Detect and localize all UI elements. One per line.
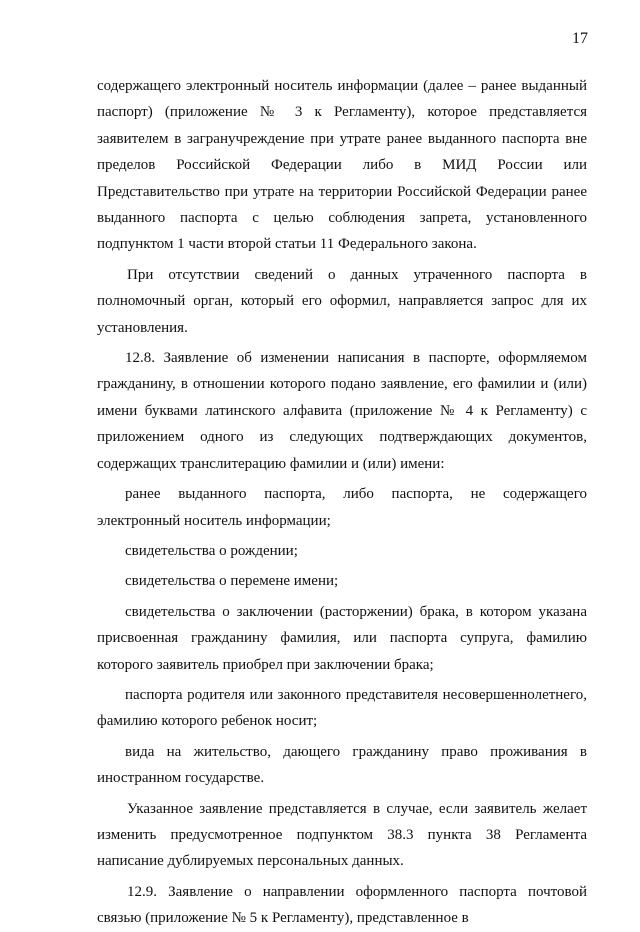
list-item-name-change-certificate: свидетельства о перемене имени; bbox=[125, 573, 339, 590]
list-item-birth-certificate: свидетельства о рождении; bbox=[125, 542, 298, 559]
page-number: 17 bbox=[572, 30, 588, 47]
paragraph-12-9: 12.9. Заявление о направлении оформленного паспорта почтовой связью (приложение № 5 к Регламенту), представленное в bbox=[97, 883, 587, 927]
list-item-residence-permit: вида на жительство, дающего гражданину право проживания в иностранном государстве. bbox=[97, 743, 587, 787]
list-item-previous-passport: ранее выданного паспорта, либо паспорта, не содержащего электронный носитель информации; bbox=[97, 486, 587, 529]
paragraph-application-condition: Указанное заявление представляется в случае, если заявитель желает изменить предусмотренное подпунктом 38.3 пункта 38 Регламента написание дублируемых персональных данных. bbox=[97, 800, 587, 870]
list-item-marriage-certificate: свидетельства о заключении (расторжении) брака, в котором указана присвоенная гражданину фамилия, или паспорта супруга, фамилию которого заявитель приобрел при заключении брака; bbox=[97, 603, 587, 673]
document-body bbox=[97, 73, 587, 932]
list-item-parent-passport: паспорта родителя или законного представителя несовершеннолетнего, фамилию которого ребенок носит; bbox=[97, 686, 587, 730]
paragraph-lost-passport-info: При отсутствии сведений о данных утраченного паспорта в полномочный орган, который его оформил, направляется запрос для их установления. bbox=[97, 266, 587, 336]
paragraph-continuation: содержащего электронный носитель информации (далее – ранее выданный паспорт) (приложение № 3 к Регламенту), которое представляется заявителем в загранучреждение при утрате ранее выданного паспорта вне пределов Российской Федерации либо в МИД России или Представительство при утрате на территории Российской Федерации ранее выданного паспорта с целью соблюдения запрета, установленного подпунктом 1 части второй статьи 11 Федерального закона. bbox=[97, 78, 587, 253]
paragraph-12-8: 12.8. Заявление об изменении написания в паспорте, оформляемом гражданину, в отношении которого подано заявление, его фамилии и (или) имени буквами латинского алфавита (приложение № 4 к Регламенту) с приложением одного из следующих подтверждающих документов, содержащих транслитерацию фамилии и (или) имени: bbox=[97, 350, 587, 472]
